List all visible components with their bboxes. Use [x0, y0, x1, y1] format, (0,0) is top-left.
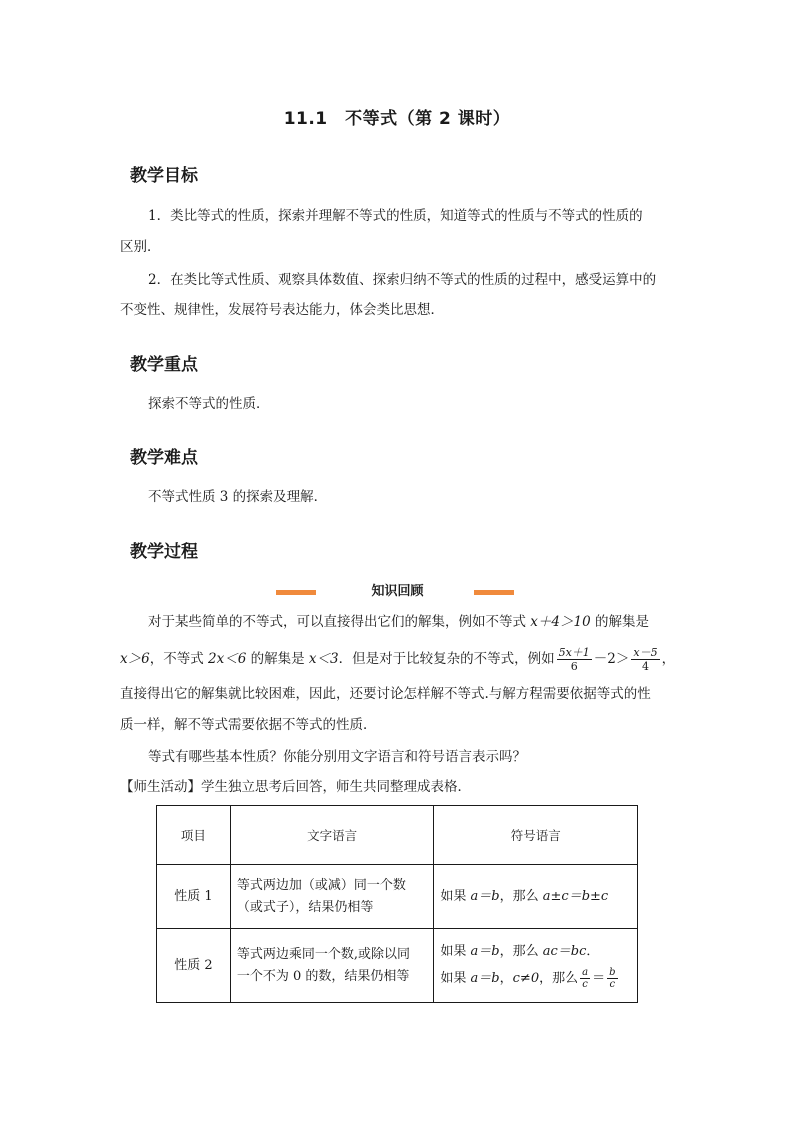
table-header-text: 文字语言 [230, 806, 434, 865]
objective-1-line-1: 1．类比等式的性质，探索并理解不等式的性质，知道等式的性质与不等式的性质的 [148, 208, 643, 224]
math-expression: ac＝bc [542, 944, 587, 959]
process-p3: 【师生活动】学生独立思考后回答，师生共同整理成表格． [120, 779, 471, 795]
fraction-denominator: 4 [641, 660, 649, 673]
text-run: ，那么 [499, 888, 543, 904]
table-cell-symbol [434, 865, 638, 929]
math-expression: a＝b [470, 971, 500, 986]
cell-line: 等式两边乘同一个数,或除以同 [236, 946, 410, 962]
fraction [580, 967, 590, 990]
table-cell-item: 性质 1 [157, 865, 231, 929]
table-cell-text [230, 929, 434, 1003]
math-expression: x＜3 [308, 651, 339, 667]
process-p1-line-2 [120, 646, 675, 673]
text-run: 如果 [440, 888, 471, 904]
section-heading-keypoint [124, 350, 205, 375]
section-heading-objectives [124, 161, 205, 186]
table-row [157, 865, 638, 929]
keypoint-text: 探索不等式的性质． [148, 396, 270, 412]
text-run: ＝ [592, 971, 606, 986]
divider-bar-right [474, 590, 514, 595]
cell-line [440, 967, 631, 990]
text-run: 如果 [440, 944, 471, 959]
table-cell-text [230, 865, 434, 929]
table-cell-symbol [434, 929, 638, 1003]
page-title: 11.1 不等式（第 2 课时） [283, 109, 511, 129]
divider-label: 知识回顾 [371, 584, 424, 599]
text-run: 的解集是 [246, 651, 309, 667]
cell-line [440, 941, 631, 963]
text-run: ，不等式 [149, 651, 208, 667]
heading-label: 教学重点 [130, 355, 198, 375]
table-row [157, 929, 638, 1003]
text-run: －2＞ [593, 651, 630, 667]
fraction-denominator: c [609, 979, 616, 990]
heading-label: 教学过程 [130, 542, 198, 562]
fraction-numerator: 5x＋1 [558, 646, 590, 659]
text-run: ．但是对于比较复杂的不等式，例如 [338, 651, 555, 667]
text-run: 的解集是 [590, 614, 649, 630]
fraction-numerator: b [609, 967, 616, 978]
math-expression: x＋4＞10 [530, 614, 591, 630]
fraction-numerator: x－5 [633, 646, 658, 659]
cell-line: （或式子），结果仍相等 [236, 899, 374, 915]
fraction [607, 967, 617, 990]
text-run: ， [661, 651, 676, 667]
math-expression: a±c＝b±c [542, 888, 609, 904]
fraction-denominator: c [582, 979, 588, 990]
math-expression: a＝b [470, 944, 500, 959]
text-run: ，那么 [499, 944, 543, 959]
divider-bar-left [276, 590, 316, 595]
fraction [631, 646, 659, 673]
objective-2-line-1: 2．在类比等式性质、观察具体数值、探索归纳不等式的性质的过程中，感受运算中的 [148, 272, 657, 288]
process-p2: 等式有哪些基本性质？你能分别用文字语言和符号语言表示吗？ [148, 749, 526, 765]
math-expression: c≠0 [512, 971, 540, 986]
text-run: 如果 [440, 971, 471, 986]
table-header-item: 项目 [157, 806, 231, 865]
fraction [557, 646, 592, 673]
process-p1-line-4: 质一样，解不等式需要依据不等式的性质． [120, 717, 377, 733]
text-run: ． [586, 944, 600, 959]
cell-line: 一个不为 0 的数，结果仍相等 [236, 968, 410, 984]
process-p1-line-3: 直接得出它的解集就比较困难，因此，还要讨论怎样解不等式.与解方程需要依据等式的性 [120, 686, 651, 702]
text-run: ， [499, 971, 513, 986]
objective-2-line-2: 不变性、规律性，发展符号表达能力，体会类比思想． [120, 302, 444, 318]
objective-1-line-2: 区别． [120, 239, 161, 255]
text-run: 对于某些简单的不等式，可以直接得出它们的解集，例如不等式 [148, 614, 531, 630]
text-run: ，那么 [539, 971, 579, 986]
difficulty-text: 不等式性质 3 的探索及理解． [148, 489, 328, 505]
table-cell-item: 性质 2 [157, 929, 231, 1003]
section-heading-process [124, 537, 205, 562]
fraction-denominator: 6 [570, 660, 578, 673]
cell-line: 等式两边加（或减）同一个数 [236, 877, 406, 893]
table-header-row [157, 806, 638, 865]
table-header-symbol: 符号语言 [434, 806, 638, 865]
heading-label: 教学难点 [130, 448, 198, 468]
properties-table [156, 805, 638, 1003]
section-heading-difficulty [124, 443, 205, 468]
math-expression: x＞6 [120, 651, 150, 667]
fraction-numerator: a [582, 967, 589, 978]
math-expression: 2x＜6 [208, 651, 247, 667]
math-expression: a＝b [470, 888, 500, 904]
heading-label: 教学目标 [130, 166, 198, 186]
process-p1-line-1 [148, 612, 649, 632]
